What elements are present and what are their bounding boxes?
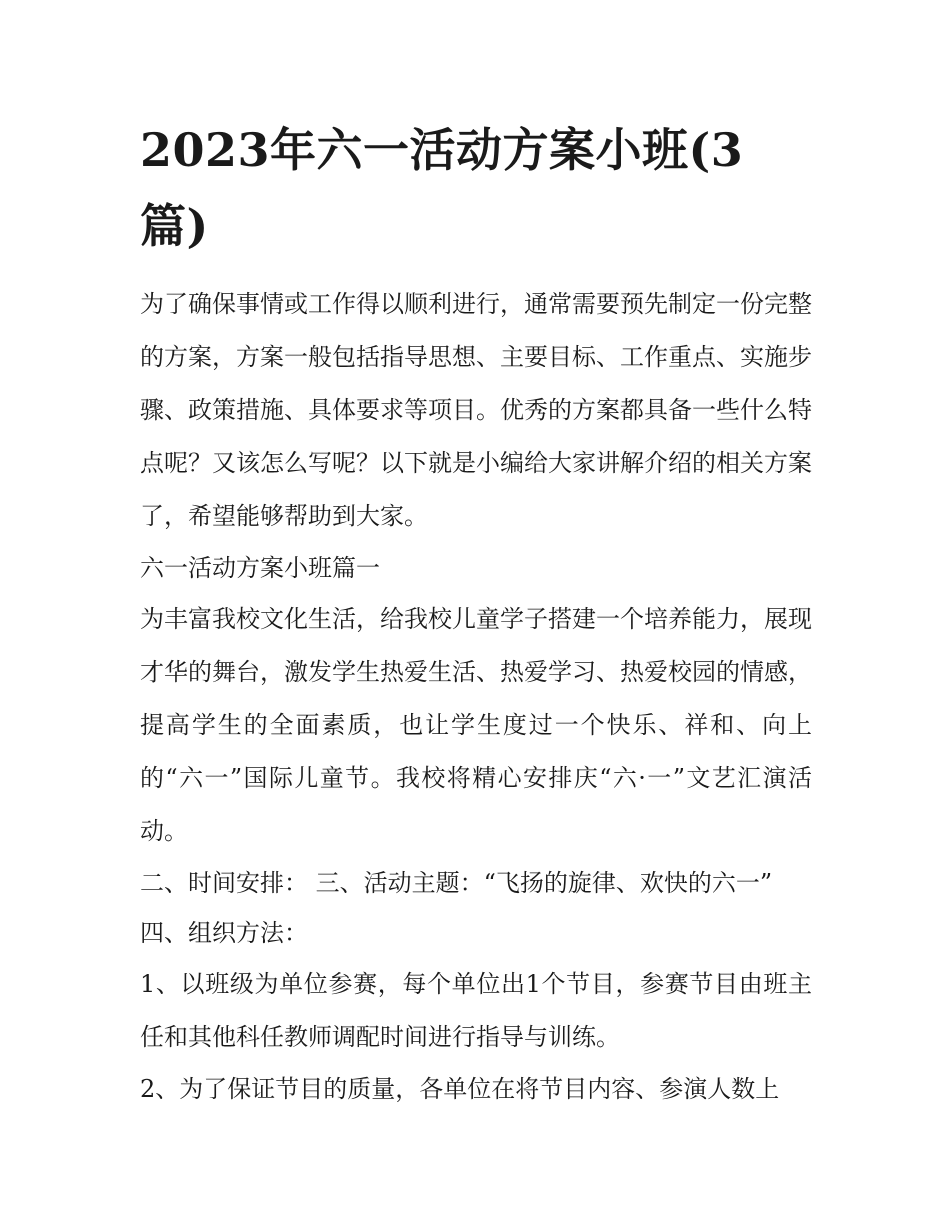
list-item-2: 2、为了保证节目的质量，各单位在将节目内容、参演人数上 — [140, 1075, 780, 1103]
section-heading: 六一活动方案小班篇一 — [140, 554, 380, 582]
intro-paragraph: 为了确保事情或工作得以顺利进行，通常需要预先制定一份完整的方案，方案一般包括指导思想、主要目标、工作重点、实施步骤、政策措施、具体要求等项目。优秀的方案都具备一些什么特点呢？又该怎么写呢？以下就是小编给大家讲解介绍的相关方案了，希望能够帮助到大家。 — [140, 290, 812, 530]
document-page — [140, 112, 812, 1114]
section-paragraph: 为丰富我校文化生活，给我校儿童学子搭建一个培养能力，展现才华的舞台，激发学生热爱生活、热爱学习、热爱校园的情感，提高学生的全面素质，也让学生度过一个快乐、祥和、向上的“六一”国际儿童节。我校将精心安排庆“六·一”文艺汇演活动。 — [140, 605, 812, 845]
organization-heading: 四、组织方法： — [140, 919, 308, 947]
document-title: 2023年六一活动方案小班(3篇) — [140, 123, 744, 253]
time-and-theme-line: 二、时间安排： 三、活动主题：“飞扬的旋律、欢快的六一” — [140, 869, 773, 897]
list-item-1: 1、以班级为单位参赛，每个单位出1个节目，参赛节目由班主任和其他科任教师调配时间进行指导与训练。 — [140, 970, 812, 1051]
